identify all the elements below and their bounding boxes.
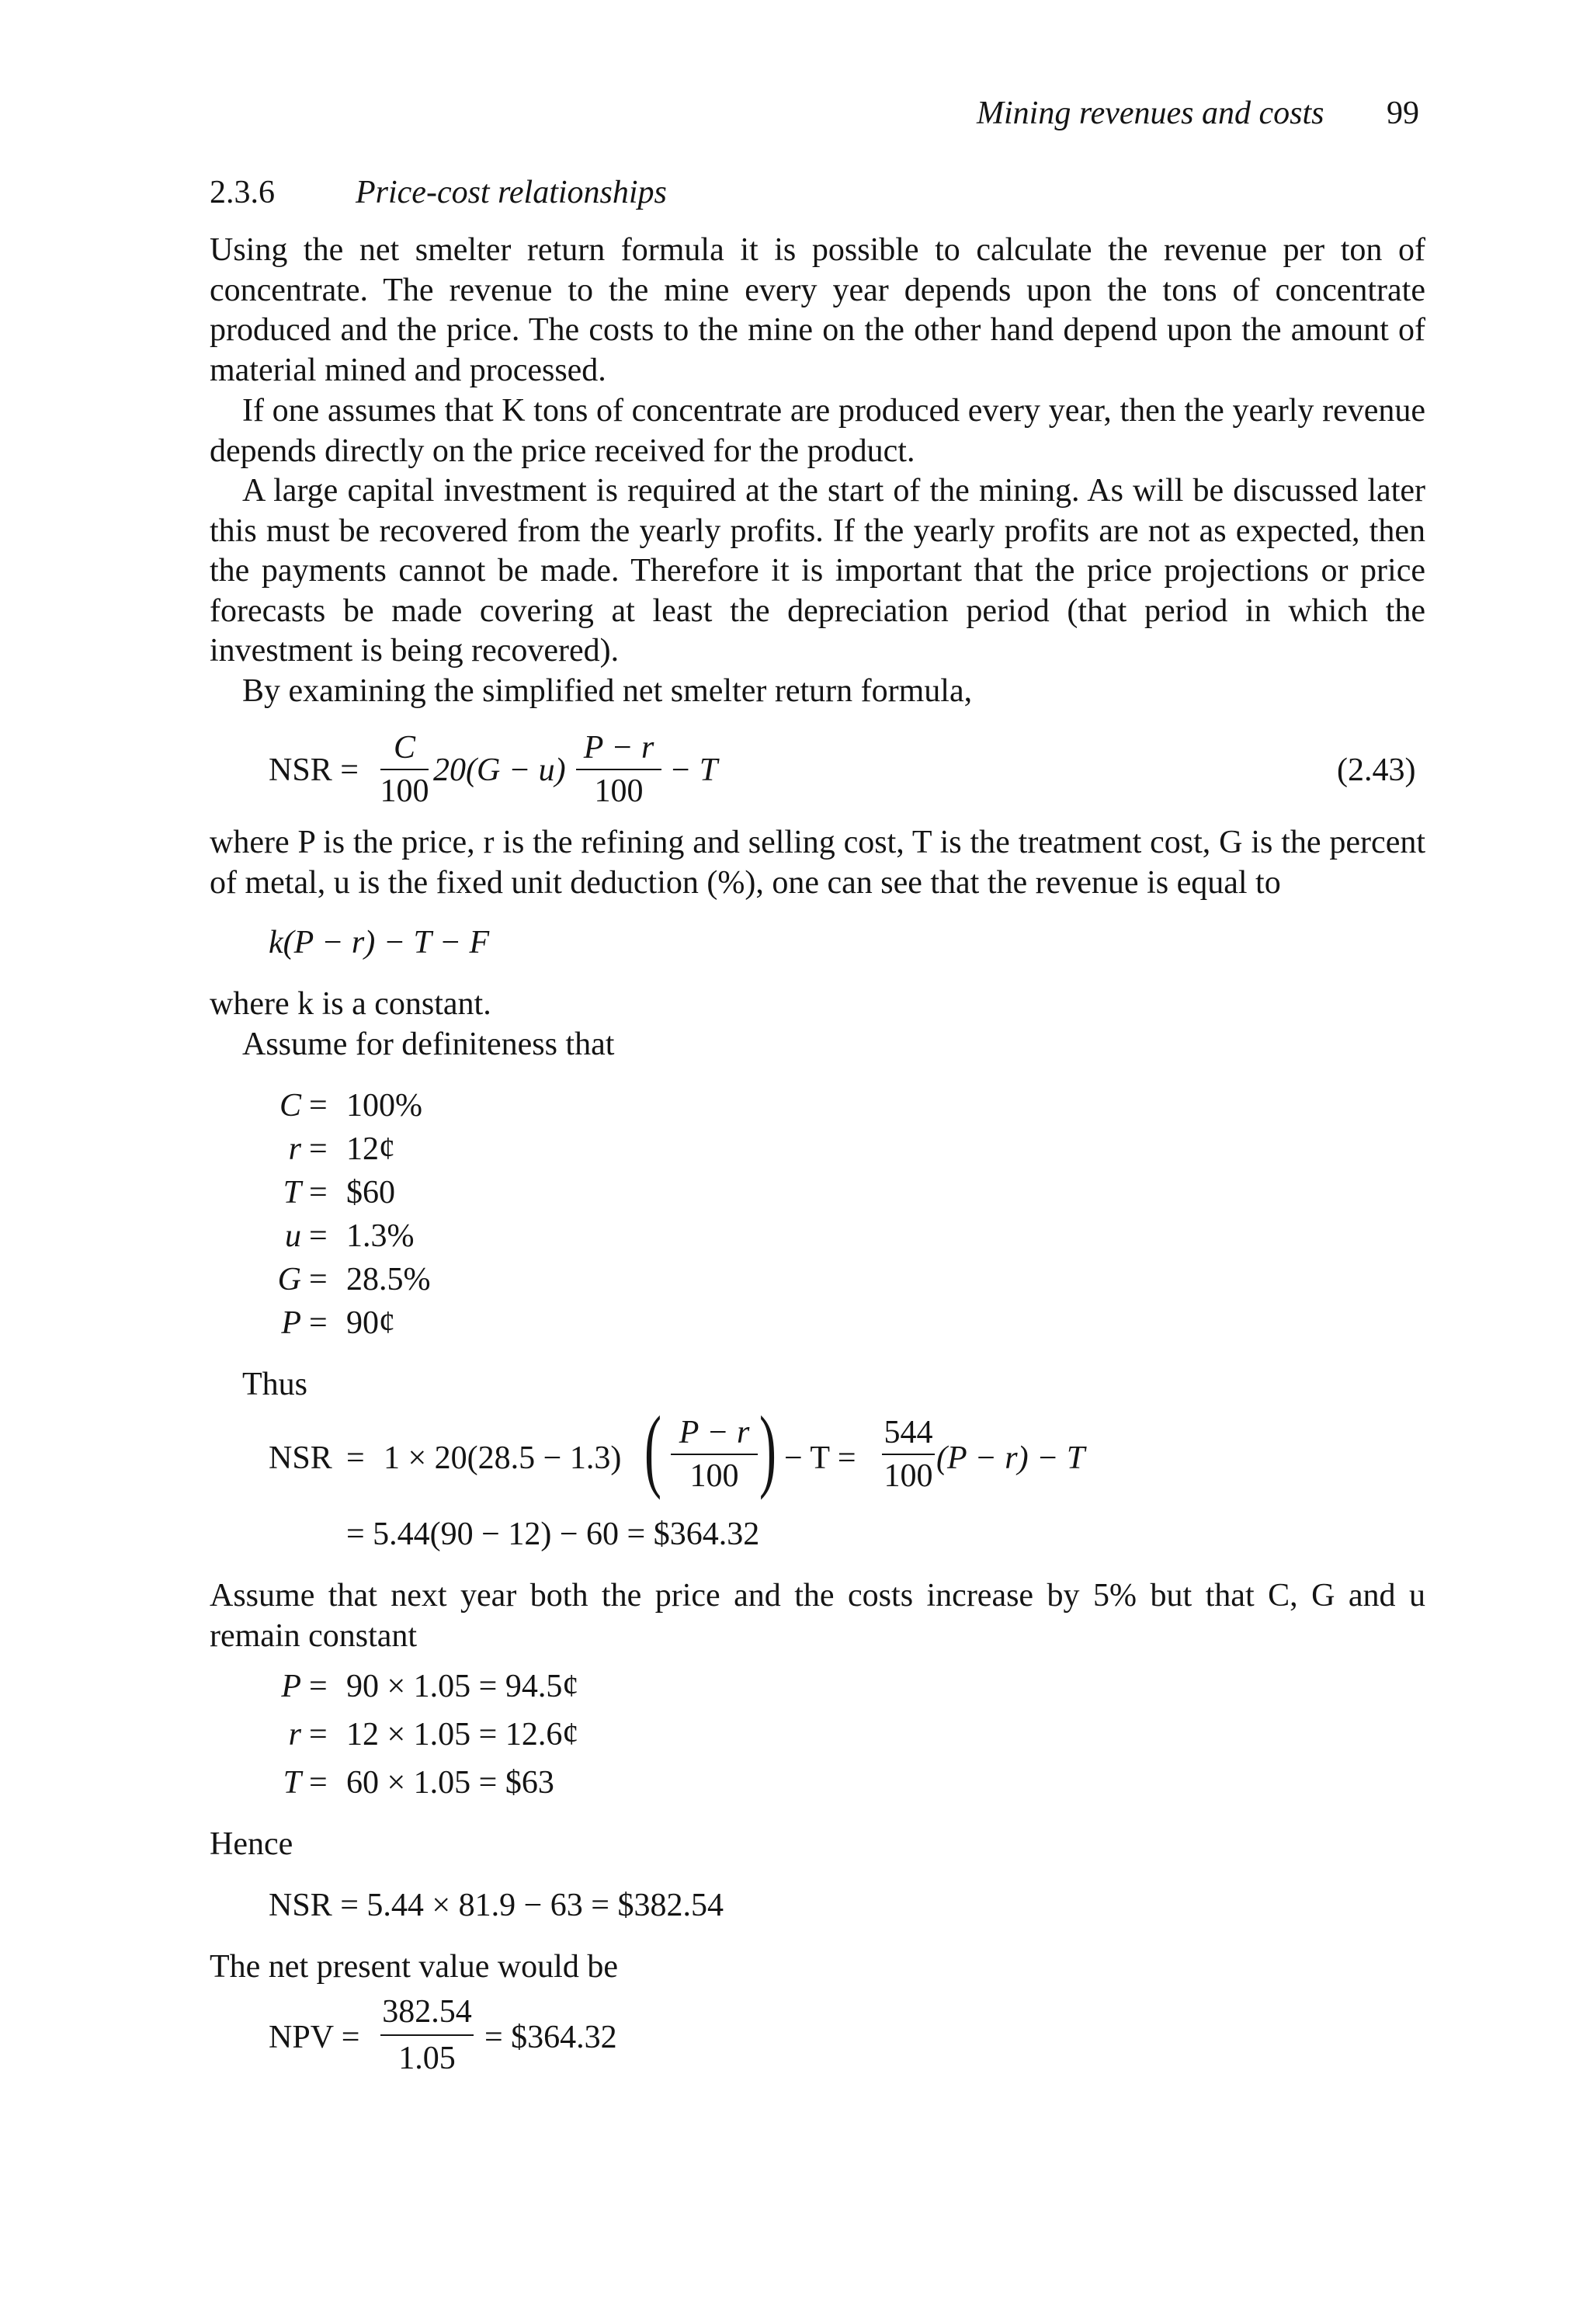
paragraph-3: A large capital investment is required at the start of the mining. As will be discussed later this must be recovered from the yearly profits. If the yearly profits are not as expected, then the payments cannot be made. Therefore it is important that the price projections or price forecasts be made covering at least the depreciation period (that period in which the investment is being recovered). [210, 473, 1425, 669]
paragraph-6: where k is a constant. [210, 986, 491, 1022]
npv-lhs: NPV = [269, 2020, 360, 2055]
assume-eq: = [309, 1305, 328, 1341]
next-eq: = [309, 1669, 328, 1704]
nsr-lhs: NSR [269, 1440, 332, 1476]
nsr-pr-denominator: 100 [689, 1458, 739, 1494]
section-number: 2.3.6 [210, 175, 275, 210]
eq-c-denominator: 100 [380, 773, 429, 809]
nsr-part2: − T = [784, 1440, 856, 1476]
assume-eq: = [309, 1262, 328, 1297]
assume-var: r [288, 1131, 301, 1167]
eq-c-fraction-bar [380, 769, 429, 770]
assume-eq: = [309, 1218, 328, 1254]
paragraph-5: where P is the price, r is the refining and selling cost, T is the treatment cost, G is the percent of metal, u is the fixed unit deduction (%), one can see that the revenue is equal to [210, 825, 1425, 901]
nsr-next-year: NSR = 5.44 × 81.9 − 63 = $382.54 [269, 1888, 724, 1923]
paragraph-2: If one assumes that K tons of concentrate are produced every year, then the yearly revenue depends directly on the price received for the product. [210, 393, 1425, 469]
npv-denominator: 1.05 [398, 2041, 456, 2076]
nsr-part3: (P − r) − T [936, 1440, 1085, 1476]
next-eq: = [309, 1765, 328, 1801]
eq-c-numerator: C [393, 730, 415, 766]
next-var: T [283, 1765, 301, 1801]
running-title: Mining revenues and costs [977, 96, 1324, 131]
revenue-expression: k(P − r) − T − F [269, 925, 490, 961]
eq-lhs: NSR = [269, 752, 359, 788]
assume-var: P [281, 1305, 301, 1341]
assume-eq: = [309, 1175, 328, 1211]
paragraph-8: Thus [242, 1367, 307, 1402]
assume-var: T [283, 1175, 301, 1211]
assume-var: u [285, 1218, 301, 1254]
assume-eq: = [309, 1088, 328, 1124]
next-var: r [288, 1717, 301, 1753]
assume-val: 1.3% [346, 1218, 415, 1254]
assume-var: G [277, 1262, 301, 1297]
npv-numerator: 382.54 [382, 1994, 472, 2030]
paragraph-11: The net present value would be [210, 1949, 618, 1985]
nsr-eq: = [346, 1440, 365, 1476]
eq-pr-denominator: 100 [594, 773, 644, 809]
npv-fraction-bar [380, 2034, 474, 2036]
next-eq: = [309, 1717, 328, 1753]
nsr-k-bar [882, 1454, 935, 1455]
nsr-k-numerator: 544 [884, 1415, 933, 1450]
nsr-part1: 1 × 20(28.5 − 1.3) [384, 1440, 622, 1476]
assume-val: $60 [346, 1175, 395, 1211]
nsr-pr-numerator: P − r [679, 1415, 750, 1450]
eq-tag: (2.43) [1337, 752, 1416, 788]
eq-pr-fraction-bar [576, 769, 661, 770]
npv-rhs: = $364.32 [484, 2020, 617, 2055]
nsr-k-denominator: 100 [884, 1458, 933, 1494]
eq-tail: − T [669, 752, 718, 788]
eq-mid-term: 20(G − u) [433, 752, 566, 788]
assume-val: 100% [346, 1088, 422, 1124]
assume-val: 90¢ [346, 1305, 395, 1341]
next-var: P [281, 1669, 301, 1704]
left-paren: ( [644, 1397, 661, 1500]
assume-var: C [279, 1088, 301, 1124]
paragraph-9: Assume that next year both the price and the costs increase by 5% but that C, G and u remain constant [210, 1578, 1425, 1654]
nsr-line2: = 5.44(90 − 12) − 60 = $364.32 [346, 1516, 760, 1552]
page-number: 99 [1387, 96, 1419, 131]
nsr-pr-bar [671, 1454, 758, 1455]
eq-pr-numerator: P − r [583, 730, 654, 766]
next-val: 90 × 1.05 = 94.5¢ [346, 1669, 579, 1704]
next-val: 60 × 1.05 = $63 [346, 1765, 554, 1801]
section-title: Price-cost relationships [356, 175, 667, 210]
paragraph-10: Hence [210, 1826, 293, 1862]
assume-val: 28.5% [346, 1262, 431, 1297]
paragraph-4: By examining the simplified net smelter return formula, [242, 673, 973, 709]
assume-eq: = [309, 1131, 328, 1167]
paragraph-1: Using the net smelter return formula it is possible to calculate the revenue per ton of concentrate. The revenue to the mine every year depends upon the tons of concentrate produced and the price. The costs to the mine on the other hand depend upon the amount of material mined and processed. [210, 232, 1425, 388]
paragraph-7: Assume for definiteness that [242, 1027, 615, 1062]
next-val: 12 × 1.05 = 12.6¢ [346, 1717, 579, 1753]
right-paren: ) [759, 1397, 776, 1500]
assume-val: 12¢ [346, 1131, 395, 1167]
